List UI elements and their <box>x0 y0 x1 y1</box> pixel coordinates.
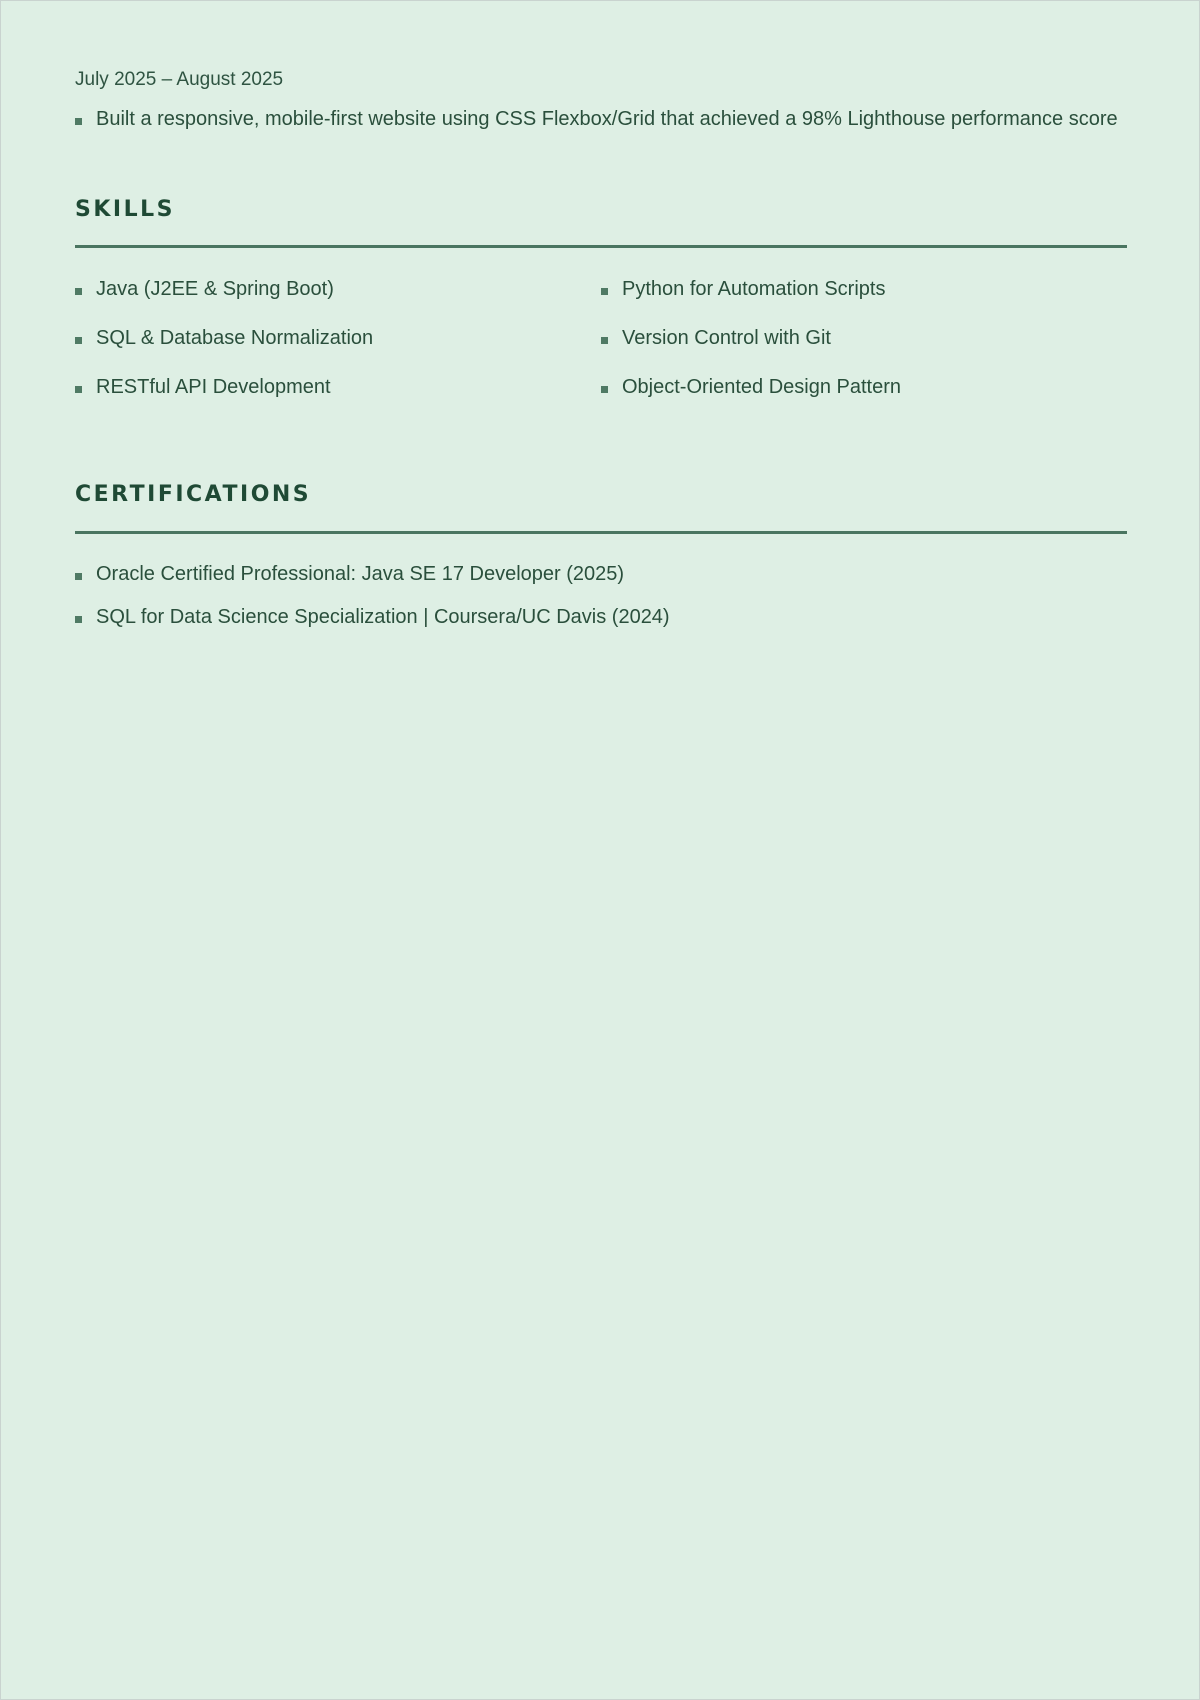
square-bullet-icon <box>75 337 82 344</box>
skill-item-text: SQL & Database Normalization <box>96 327 374 349</box>
skill-item-text: Java (J2EE & Spring Boot) <box>96 278 334 300</box>
skill-item-text: RESTful API Development <box>96 376 331 398</box>
certifications-list <box>75 561 1127 630</box>
square-bullet-icon <box>75 288 82 295</box>
certification-item-text: SQL for Data Science Specialization | Coursera/UC Davis (2024) <box>96 606 670 628</box>
skill-item <box>601 325 1127 351</box>
certifications-divider <box>75 531 1127 534</box>
certification-item <box>75 561 1127 587</box>
skill-item <box>75 325 601 351</box>
skill-item <box>601 374 1127 400</box>
certification-item-text: Oracle Certified Professional: Java SE 17 Developer (2025) <box>96 563 625 585</box>
square-bullet-icon <box>601 386 608 393</box>
skill-item <box>75 374 601 400</box>
skill-item <box>601 276 1127 302</box>
certifications-heading: CERTIFICATIONS <box>75 482 312 507</box>
skill-item-text: Python for Automation Scripts <box>622 278 886 300</box>
experience-bullet <box>75 106 1175 132</box>
certification-item <box>75 604 1127 630</box>
experience-date-range: July 2025 – August 2025 <box>75 69 284 90</box>
skills-list <box>75 276 1127 400</box>
experience-bullet-text: Built a responsive, mobile-first website using CSS Flexbox/Grid that achieved a 98% Lighthouse performance score <box>96 108 1118 130</box>
skill-item <box>75 276 601 302</box>
skills-divider <box>75 245 1127 248</box>
square-bullet-icon <box>75 573 82 580</box>
square-bullet-icon <box>601 337 608 344</box>
skills-heading: SKILLS <box>75 197 175 222</box>
square-bullet-icon <box>75 386 82 393</box>
square-bullet-icon <box>601 288 608 295</box>
square-bullet-icon <box>75 616 82 623</box>
skill-item-text: Object-Oriented Design Pattern <box>622 376 902 398</box>
skill-item-text: Version Control with Git <box>622 327 831 349</box>
square-bullet-icon <box>75 118 82 125</box>
